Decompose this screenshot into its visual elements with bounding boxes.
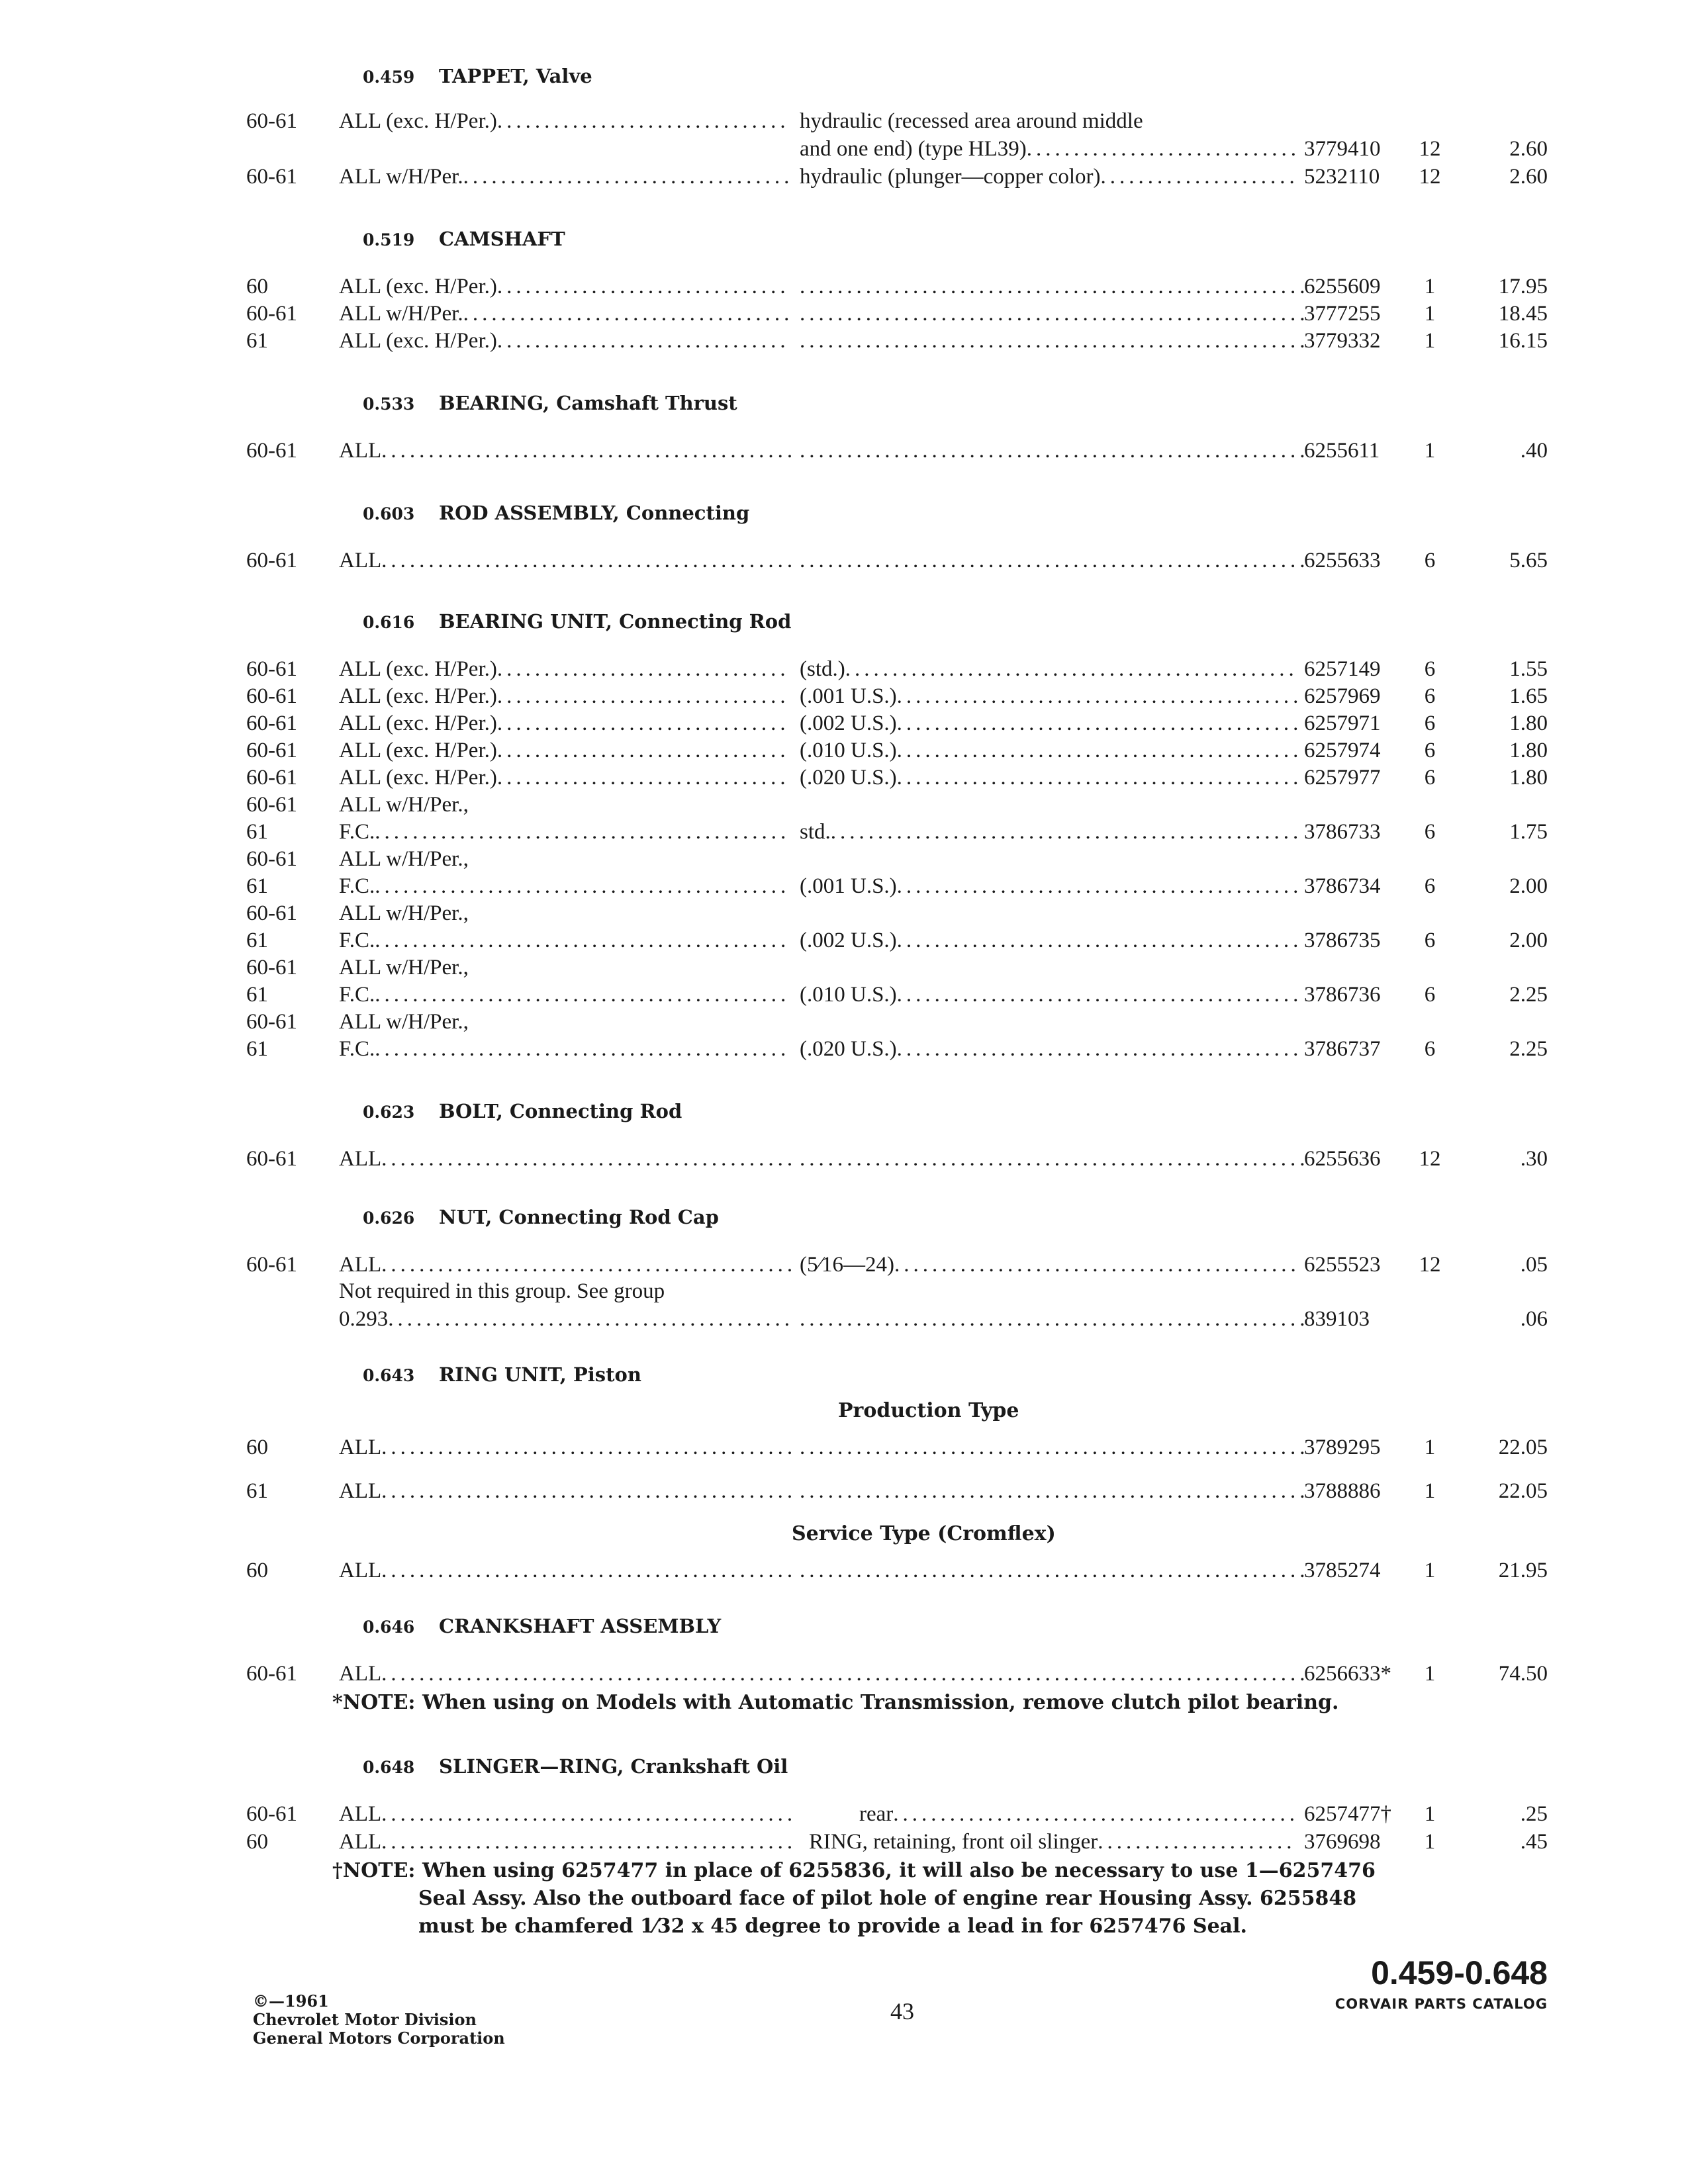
dot-leader: ........................................... bbox=[896, 766, 1303, 790]
part-description bbox=[800, 547, 1309, 574]
part-number: 3786734 bbox=[1304, 874, 1381, 898]
quantity: 6 bbox=[1424, 1037, 1436, 1061]
group-number: 0.623 bbox=[363, 1103, 415, 1122]
model-description: ALL............................................ bbox=[339, 1251, 764, 1279]
table-row bbox=[0, 1800, 1688, 1828]
list-price: 2.25 bbox=[1509, 983, 1548, 1007]
dot-leader: ...................................................... bbox=[800, 439, 1309, 463]
group-title: NUT, Connecting Rod Cap bbox=[439, 1206, 719, 1228]
group-title: TAPPET, Valve bbox=[439, 65, 592, 87]
model-description: F.C............................................. bbox=[339, 981, 764, 1009]
dot-leader: ...................................................... bbox=[800, 1147, 1309, 1171]
part-number: 6257477† bbox=[1304, 1802, 1391, 1826]
dot-leader: ........................................... bbox=[896, 1037, 1303, 1061]
list-price: 2.60 bbox=[1509, 137, 1548, 161]
table-row bbox=[0, 954, 1688, 981]
table-row bbox=[0, 737, 1688, 764]
group-number: 0.533 bbox=[363, 394, 415, 414]
dot-leader: ............................................ bbox=[381, 1802, 797, 1826]
model-description: ALL............................................ bbox=[339, 437, 764, 465]
list-price: 1.75 bbox=[1509, 820, 1548, 844]
table-row bbox=[0, 655, 1688, 683]
section-header bbox=[363, 1206, 719, 1228]
part-description bbox=[800, 327, 1309, 355]
group-title: BEARING, Camshaft Thrust bbox=[439, 392, 737, 414]
part-description: (.010 U.S.)........................................... bbox=[800, 981, 1272, 1009]
group-title: SLINGER—RING, Crankshaft Oil bbox=[439, 1755, 788, 1778]
dot-leader: ..................... bbox=[1098, 1830, 1296, 1854]
dot-leader: ...................................................... bbox=[800, 549, 1309, 572]
dot-leader: ........................................... bbox=[896, 739, 1303, 762]
list-price: 1.80 bbox=[1509, 766, 1548, 790]
model-year: 61 bbox=[246, 329, 268, 353]
model-description: ALL (exc. H/Per.)............................... bbox=[339, 273, 764, 300]
part-number: 6257977 bbox=[1304, 766, 1381, 790]
table-row bbox=[0, 899, 1688, 927]
part-number: 3779410 bbox=[1304, 137, 1381, 161]
part-description: (.002 U.S.)........................................... bbox=[800, 927, 1272, 954]
dot-leader: ...................................................... bbox=[800, 1435, 1309, 1459]
footnote-line: must be chamfered 1⁄32 x 45 degree to provide a lead in for 6257476 Seal. bbox=[418, 1915, 1247, 1938]
model-year: 60-61 bbox=[246, 766, 297, 790]
section-header bbox=[363, 610, 791, 633]
list-price: .25 bbox=[1520, 1802, 1548, 1826]
quantity: 12 bbox=[1419, 165, 1441, 189]
model-year: 60-61 bbox=[246, 302, 297, 326]
dot-leader: ............................................ bbox=[381, 1253, 797, 1277]
table-row bbox=[0, 872, 1688, 900]
section-header bbox=[363, 1755, 788, 1778]
group-range: 0.459-0.648 bbox=[1371, 1954, 1548, 1991]
quantity: 6 bbox=[1424, 711, 1436, 735]
dot-leader: ............................... bbox=[496, 711, 790, 735]
quantity: 6 bbox=[1424, 983, 1436, 1007]
list-price: 1.80 bbox=[1509, 739, 1548, 762]
quantity: 6 bbox=[1424, 820, 1436, 844]
model-description: ALL (exc. H/Per.)............................... bbox=[339, 327, 764, 355]
group-title: CRANKSHAFT ASSEMBLY bbox=[439, 1615, 722, 1637]
part-number: 839103 bbox=[1304, 1307, 1370, 1331]
list-price: 2.25 bbox=[1509, 1037, 1548, 1061]
dot-leader: ............................................ bbox=[381, 1662, 797, 1686]
model-year: 60-61 bbox=[246, 657, 297, 681]
group-number: 0.616 bbox=[363, 613, 415, 632]
group-title: BEARING UNIT, Connecting Rod bbox=[439, 610, 792, 633]
model-description: ALL w/H/Per.................................... bbox=[339, 163, 764, 191]
model-description: ALL (exc. H/Per.)............................... bbox=[339, 682, 764, 710]
table-row bbox=[0, 1277, 1688, 1305]
model-description: ALL w/H/Per.................................... bbox=[339, 300, 764, 328]
dot-leader: ............................... bbox=[496, 766, 790, 790]
list-price: 1.55 bbox=[1509, 657, 1548, 681]
copyright-line: Chevrolet Motor Division bbox=[253, 2010, 477, 2029]
dot-leader: ............................... bbox=[496, 739, 790, 762]
list-price: 22.05 bbox=[1498, 1435, 1548, 1459]
group-number: 0.519 bbox=[363, 230, 415, 250]
part-description: (.002 U.S.)........................................... bbox=[800, 709, 1272, 737]
dot-leader: ........................................... bbox=[896, 929, 1303, 952]
model-year: 61 bbox=[246, 983, 268, 1007]
model-year: 60-61 bbox=[246, 793, 297, 817]
copyright-line: General Motors Corporation bbox=[253, 2028, 505, 2048]
model-description: ALL (exc. H/Per.)............................... bbox=[339, 107, 764, 135]
model-description: ALL............................................ bbox=[339, 1433, 764, 1461]
part-description: (.020 U.S.)........................................... bbox=[800, 1035, 1272, 1063]
dot-leader: ...................................................... bbox=[800, 1307, 1309, 1331]
dot-leader: ............................... bbox=[496, 684, 790, 708]
part-description bbox=[800, 1660, 1309, 1688]
model-year: 61 bbox=[246, 874, 268, 898]
table-row bbox=[0, 327, 1688, 355]
table-row bbox=[0, 107, 1688, 135]
part-number: 6255611 bbox=[1304, 439, 1380, 463]
dot-leader: ...................................................... bbox=[800, 329, 1309, 353]
table-row bbox=[0, 547, 1688, 574]
section-header bbox=[363, 1363, 641, 1386]
copyright-block bbox=[253, 1992, 505, 2048]
model-description: ALL w/H/Per., bbox=[339, 956, 469, 979]
list-price: .30 bbox=[1520, 1147, 1548, 1171]
table-row bbox=[0, 682, 1688, 710]
section-header bbox=[363, 1615, 721, 1637]
model-year: 60-61 bbox=[246, 439, 297, 463]
group-title: RING UNIT, Piston bbox=[439, 1363, 641, 1386]
model-description: F.C............................................. bbox=[339, 927, 764, 954]
subsection-header: Production Type bbox=[838, 1399, 1019, 1422]
table-row bbox=[0, 1433, 1688, 1461]
dot-leader: ........................................... bbox=[894, 1253, 1300, 1277]
dot-leader: ................................................ bbox=[845, 657, 1298, 681]
part-number: 3785274 bbox=[1304, 1559, 1381, 1582]
model-description: Not required in this group. See group bbox=[339, 1279, 665, 1303]
table-row bbox=[0, 818, 1688, 846]
dot-leader: .................................................. bbox=[830, 820, 1303, 844]
table-row bbox=[0, 1035, 1688, 1063]
model-year: 60-61 bbox=[246, 549, 297, 572]
dot-leader: ...................................................... bbox=[800, 1559, 1309, 1582]
dot-leader: ............................................ bbox=[381, 1830, 797, 1854]
dot-leader: ...................................................... bbox=[800, 302, 1309, 326]
list-price: 2.00 bbox=[1509, 929, 1548, 952]
section-header bbox=[363, 392, 737, 414]
list-price: 2.00 bbox=[1509, 874, 1548, 898]
model-description: ALL (exc. H/Per.)............................... bbox=[339, 709, 764, 737]
quantity: 6 bbox=[1424, 684, 1436, 708]
table-row bbox=[0, 163, 1688, 191]
model-year: 60-61 bbox=[246, 956, 297, 979]
table-row bbox=[0, 1008, 1688, 1036]
part-number: 6257149 bbox=[1304, 657, 1381, 681]
table-row bbox=[0, 764, 1688, 792]
list-price: .45 bbox=[1520, 1830, 1548, 1854]
part-number: 6256633* bbox=[1304, 1662, 1391, 1686]
part-description: std................................................... bbox=[800, 818, 1272, 846]
part-description bbox=[800, 1145, 1309, 1173]
dot-leader: ............................... bbox=[496, 329, 790, 353]
part-number: 6257974 bbox=[1304, 739, 1381, 762]
quantity: 6 bbox=[1424, 929, 1436, 952]
table-row bbox=[0, 1660, 1688, 1688]
section-header bbox=[363, 228, 565, 250]
dot-leader: ............................................ bbox=[381, 1559, 797, 1582]
table-row bbox=[0, 791, 1688, 819]
dot-leader: ............................................ bbox=[375, 874, 790, 898]
dot-leader: ........................................... bbox=[893, 1802, 1299, 1826]
model-year: 60-61 bbox=[246, 684, 297, 708]
group-number: 0.646 bbox=[363, 1617, 415, 1637]
model-description: ALL............................................ bbox=[339, 1557, 764, 1584]
dot-leader: ............................................ bbox=[375, 929, 790, 952]
group-title: CAMSHAFT bbox=[439, 228, 565, 250]
footnote-line: Seal Assy. Also the outboard face of pilot hole of engine rear Housing Assy. 6255848 bbox=[418, 1887, 1357, 1910]
model-year: 60-61 bbox=[246, 1147, 297, 1171]
group-title: ROD ASSEMBLY, Connecting bbox=[439, 502, 750, 524]
part-description: hydraulic (recessed area around middle bbox=[800, 109, 1143, 133]
quantity: 1 bbox=[1424, 1479, 1436, 1503]
table-row bbox=[0, 1828, 1688, 1856]
catalog-name: CORVAIR PARTS CATALOG bbox=[1335, 1996, 1548, 2012]
part-description: rear........................................... bbox=[859, 1800, 1272, 1828]
list-price: .05 bbox=[1520, 1253, 1548, 1277]
part-description: (.001 U.S.)........................................... bbox=[800, 682, 1272, 710]
table-row bbox=[0, 927, 1688, 954]
group-number: 0.648 bbox=[363, 1758, 415, 1777]
part-description: (5⁄16—24)........................................... bbox=[800, 1251, 1272, 1279]
dot-leader: ............................. bbox=[1026, 137, 1300, 161]
model-description: F.C............................................. bbox=[339, 1035, 764, 1063]
list-price: 74.50 bbox=[1498, 1662, 1548, 1686]
model-description: ALL............................................ bbox=[339, 1660, 764, 1688]
model-description: ALL (exc. H/Per.)............................... bbox=[339, 655, 764, 683]
quantity: 6 bbox=[1424, 766, 1436, 790]
dot-leader: ........................................... bbox=[896, 874, 1303, 898]
group-number: 0.603 bbox=[363, 504, 415, 523]
table-row bbox=[0, 135, 1688, 163]
model-year: 60 bbox=[246, 275, 268, 298]
list-price: 16.15 bbox=[1498, 329, 1548, 353]
table-row bbox=[0, 709, 1688, 737]
part-number: 5232110 bbox=[1304, 165, 1380, 189]
list-price: 1.80 bbox=[1509, 711, 1548, 735]
quantity: 1 bbox=[1424, 1435, 1436, 1459]
quantity: 12 bbox=[1419, 1147, 1441, 1171]
model-description: 0.293........................................... bbox=[339, 1305, 764, 1333]
quantity: 12 bbox=[1419, 137, 1441, 161]
dot-leader: ...................................................... bbox=[800, 1479, 1309, 1503]
quantity: 6 bbox=[1424, 549, 1436, 572]
dot-leader: ............................................ bbox=[381, 1435, 797, 1459]
part-number: 3789295 bbox=[1304, 1435, 1381, 1459]
model-year: 61 bbox=[246, 820, 268, 844]
part-description: (.020 U.S.)........................................... bbox=[800, 764, 1272, 792]
table-row bbox=[0, 1557, 1688, 1584]
quantity: 1 bbox=[1424, 302, 1436, 326]
table-row bbox=[0, 273, 1688, 300]
section-header bbox=[363, 65, 592, 87]
model-year: 61 bbox=[246, 929, 268, 952]
dot-leader: ............................................ bbox=[381, 1147, 797, 1171]
dot-leader: ...................................................... bbox=[800, 1662, 1309, 1686]
part-number: 3786735 bbox=[1304, 929, 1381, 952]
subsection-header: Service Type (Cromflex) bbox=[792, 1522, 1056, 1545]
model-description: ALL (exc. H/Per.)............................... bbox=[339, 764, 764, 792]
quantity: 1 bbox=[1424, 1662, 1436, 1686]
model-year: 60-61 bbox=[246, 847, 297, 871]
group-number: 0.643 bbox=[363, 1366, 415, 1385]
dot-leader: ............................... bbox=[496, 109, 790, 133]
dot-leader: ...................................................... bbox=[800, 275, 1309, 298]
group-number: 0.626 bbox=[363, 1208, 415, 1228]
model-year: 60-61 bbox=[246, 1802, 297, 1826]
model-year: 60-61 bbox=[246, 1662, 297, 1686]
quantity: 1 bbox=[1424, 439, 1436, 463]
part-description bbox=[800, 1305, 1309, 1333]
table-row bbox=[0, 1305, 1688, 1333]
model-year: 60-61 bbox=[246, 739, 297, 762]
dot-leader: ............................... bbox=[496, 275, 790, 298]
part-description: (std.)................................................ bbox=[800, 655, 1272, 683]
model-description: ALL............................................ bbox=[339, 547, 764, 574]
model-description: ALL............................................ bbox=[339, 1477, 764, 1505]
quantity: 6 bbox=[1424, 657, 1436, 681]
quantity: 1 bbox=[1424, 1830, 1436, 1854]
list-price: 18.45 bbox=[1498, 302, 1548, 326]
model-year: 60 bbox=[246, 1559, 268, 1582]
part-description: (.001 U.S.)........................................... bbox=[800, 872, 1272, 900]
list-price: 22.05 bbox=[1498, 1479, 1548, 1503]
part-number: 6257969 bbox=[1304, 684, 1381, 708]
model-description: ALL............................................ bbox=[339, 1800, 764, 1828]
part-description bbox=[800, 273, 1309, 300]
model-year: 60 bbox=[246, 1435, 268, 1459]
dot-leader: ............................... bbox=[496, 657, 790, 681]
table-row bbox=[0, 845, 1688, 873]
quantity: 1 bbox=[1424, 1559, 1436, 1582]
list-price: .06 bbox=[1520, 1307, 1548, 1331]
quantity: 1 bbox=[1424, 1802, 1436, 1826]
part-number: 3769698 bbox=[1304, 1830, 1381, 1854]
list-price: 1.65 bbox=[1509, 684, 1548, 708]
group-title: BOLT, Connecting Rod bbox=[439, 1100, 682, 1122]
table-row bbox=[0, 1251, 1688, 1279]
model-description: ALL w/H/Per., bbox=[339, 901, 469, 925]
table-row bbox=[0, 981, 1688, 1009]
model-year: 60-61 bbox=[246, 109, 297, 133]
footnote-line: †NOTE: When using 6257477 in place of 6255836, it will also be necessary to use 1—6257476 bbox=[332, 1859, 1376, 1882]
model-year: 60-61 bbox=[246, 711, 297, 735]
dot-leader: ..................... bbox=[1100, 165, 1299, 189]
section-header bbox=[363, 1100, 682, 1122]
group-number: 0.459 bbox=[363, 68, 415, 87]
quantity: 6 bbox=[1424, 874, 1436, 898]
part-description: hydraulic (plunger—copper color)..................... bbox=[800, 163, 1272, 191]
part-description bbox=[800, 300, 1309, 328]
dot-leader: ............................................ bbox=[381, 439, 797, 463]
part-description: and one end) (type HL39)............................. bbox=[800, 135, 1272, 163]
model-year: 61 bbox=[246, 1479, 268, 1503]
part-number: 6255633 bbox=[1304, 549, 1381, 572]
table-row bbox=[0, 1145, 1688, 1173]
model-year: 60-61 bbox=[246, 1253, 297, 1277]
part-description: (.010 U.S.)........................................... bbox=[800, 737, 1272, 764]
part-number: 6257971 bbox=[1304, 711, 1381, 735]
dot-leader: ............................................ bbox=[375, 983, 790, 1007]
quantity: 12 bbox=[1419, 1253, 1441, 1277]
model-description: ALL............................................ bbox=[339, 1145, 764, 1173]
part-number: 6255609 bbox=[1304, 275, 1381, 298]
dot-leader: ................................... bbox=[463, 165, 794, 189]
model-description: ALL............................................ bbox=[339, 1828, 764, 1856]
list-price: 21.95 bbox=[1498, 1559, 1548, 1582]
part-number: 6255636 bbox=[1304, 1147, 1381, 1171]
dot-leader: ............................................ bbox=[381, 549, 797, 572]
list-price: 2.60 bbox=[1509, 165, 1548, 189]
dot-leader: ............................................ bbox=[375, 820, 790, 844]
page-number: 43 bbox=[890, 1998, 914, 2025]
model-description: ALL w/H/Per., bbox=[339, 847, 469, 871]
dot-leader: ................................... bbox=[463, 302, 794, 326]
quantity: 1 bbox=[1424, 329, 1436, 353]
dot-leader: ........................................... bbox=[896, 684, 1303, 708]
model-year: 61 bbox=[246, 1037, 268, 1061]
part-number: 3779332 bbox=[1304, 329, 1381, 353]
part-number: 3786733 bbox=[1304, 820, 1381, 844]
part-description bbox=[800, 1477, 1309, 1505]
part-number: 3777255 bbox=[1304, 302, 1381, 326]
table-row bbox=[0, 437, 1688, 465]
model-year: 60-61 bbox=[246, 901, 297, 925]
part-description bbox=[800, 1557, 1309, 1584]
quantity: 6 bbox=[1424, 739, 1436, 762]
model-description: ALL w/H/Per., bbox=[339, 1010, 469, 1034]
model-description: ALL w/H/Per., bbox=[339, 793, 469, 817]
model-description: F.C............................................. bbox=[339, 818, 764, 846]
part-description bbox=[800, 437, 1309, 465]
copyright-line: ©—1961 bbox=[253, 1991, 329, 2011]
list-price: 5.65 bbox=[1509, 549, 1548, 572]
part-description: RING, retaining, front oil slinger..................... bbox=[809, 1828, 1272, 1856]
model-year: 60 bbox=[246, 1830, 268, 1854]
quantity: 1 bbox=[1424, 275, 1436, 298]
model-year: 60-61 bbox=[246, 1010, 297, 1034]
section-header bbox=[363, 502, 749, 524]
model-description: ALL (exc. H/Per.)............................... bbox=[339, 737, 764, 764]
part-number: 3786736 bbox=[1304, 983, 1381, 1007]
dot-leader: ........................................... bbox=[388, 1307, 794, 1331]
table-row bbox=[0, 300, 1688, 328]
part-number: 3786737 bbox=[1304, 1037, 1381, 1061]
dot-leader: ........................................... bbox=[896, 711, 1303, 735]
footnote: *NOTE: When using on Models with Automatic Transmission, remove clutch pilot bearing. bbox=[332, 1691, 1339, 1714]
model-year: 60-61 bbox=[246, 165, 297, 189]
dot-leader: ............................................ bbox=[381, 1479, 797, 1503]
list-price: 17.95 bbox=[1498, 275, 1548, 298]
part-number: 6255523 bbox=[1304, 1253, 1381, 1277]
model-description: F.C............................................. bbox=[339, 872, 764, 900]
list-price: .40 bbox=[1520, 439, 1548, 463]
dot-leader: ............................................ bbox=[375, 1037, 790, 1061]
dot-leader: ........................................... bbox=[896, 983, 1303, 1007]
part-description bbox=[800, 1433, 1309, 1461]
part-number: 3788886 bbox=[1304, 1479, 1381, 1503]
table-row bbox=[0, 1477, 1688, 1505]
